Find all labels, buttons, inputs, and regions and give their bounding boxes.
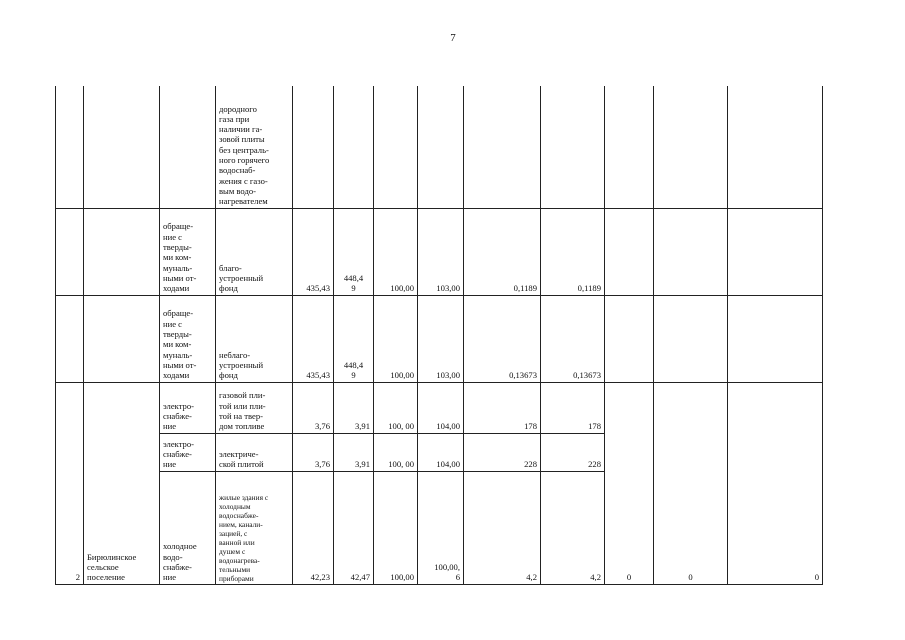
cell-empty [605,295,654,382]
value-cell: 448,4 9 [334,208,374,295]
settlement-name: Бирюлинское сельское поселение [84,382,160,584]
value-cell: 178 [464,382,541,433]
zero-value: 0 [728,382,823,584]
category-description: жилые здания с холодным водоснабже- нием, канали- зацией, с ванной или душем с водонагрева- тельными приборами [216,471,293,584]
category-description: электриче- ской плитой [216,433,293,471]
value-cell: 3,76 [293,433,334,471]
value-cell: 0,13673 [464,295,541,382]
value-cell: 100,00 [374,208,418,295]
value-cell: 3,91 [334,433,374,471]
value-cell: 100,00 [374,471,418,584]
page-number: 7 [450,32,456,44]
cell-empty [654,295,728,382]
cell-empty [56,86,84,208]
table-row-waste-unimproved [56,295,823,382]
service-name: холодное водо- снабже- ние [160,471,216,584]
value-cell: 448,4 9 [334,295,374,382]
value-cell: 0,1189 [464,208,541,295]
value-cell: 100,00 [374,295,418,382]
cell-empty [84,295,160,382]
cell-empty [418,86,464,208]
cell-empty [84,86,160,208]
value-cell: 42,23 [293,471,334,584]
category-description: дородного газа при наличии га- зовой плиты без централь- ного горячего водоснаб- жения с газо- вым водо- нагревателем [216,86,293,208]
value-cell: 435,43 [293,295,334,382]
value-cell: 3,91 [334,382,374,433]
service-name: электро- снабже- ние [160,382,216,433]
service-name: обраще- ние с тверды- ми ком- муналь- ными от- ходами [160,295,216,382]
zero-value: 0 [654,382,728,584]
category-description: газовой пли- той или пли- той на твер- дом топливе [216,382,293,433]
value-cell: 103,00 [418,295,464,382]
cell-empty [605,208,654,295]
value-cell: 3,76 [293,382,334,433]
value-cell: 100,00, 6 [418,471,464,584]
value-cell: 435,43 [293,208,334,295]
value-cell: 4,2 [464,471,541,584]
cell-empty [728,295,823,382]
value-cell: 228 [464,433,541,471]
service-name: электро- снабже- ние [160,433,216,471]
category-description: неблаго- устроенный фонд [216,295,293,382]
cell-empty [728,86,823,208]
service-name: обраще- ние с тверды- ми ком- муналь- ными от- ходами [160,208,216,295]
cell-empty [56,295,84,382]
cell-empty [654,208,728,295]
value-cell: 0,13673 [541,295,605,382]
cell-empty [56,208,84,295]
value-cell: 4,2 [541,471,605,584]
value-cell: 100, 00 [374,433,418,471]
value-cell: 100, 00 [374,382,418,433]
value-cell: 178 [541,382,605,433]
cell-empty [160,86,216,208]
value-cell: 0,1189 [541,208,605,295]
value-cell: 104,00 [418,433,464,471]
value-cell: 104,00 [418,382,464,433]
cell-empty [605,86,654,208]
cell-empty [541,86,605,208]
table-row-waste-improved [56,208,823,295]
tariff-table [55,86,823,585]
category-description: благо- устроенный фонд [216,208,293,295]
value-cell: 42,47 [334,471,374,584]
table-row-electricity-gas-stove [56,382,823,433]
value-cell: 103,00 [418,208,464,295]
cell-empty [728,208,823,295]
cell-empty [464,86,541,208]
cell-empty [293,86,334,208]
cell-empty [334,86,374,208]
value-cell: 228 [541,433,605,471]
cell-empty [374,86,418,208]
row-number: 2 [56,382,84,584]
table-row-gas-continuation [56,86,823,208]
zero-value: 0 [605,382,654,584]
cell-empty [84,208,160,295]
cell-empty [654,86,728,208]
